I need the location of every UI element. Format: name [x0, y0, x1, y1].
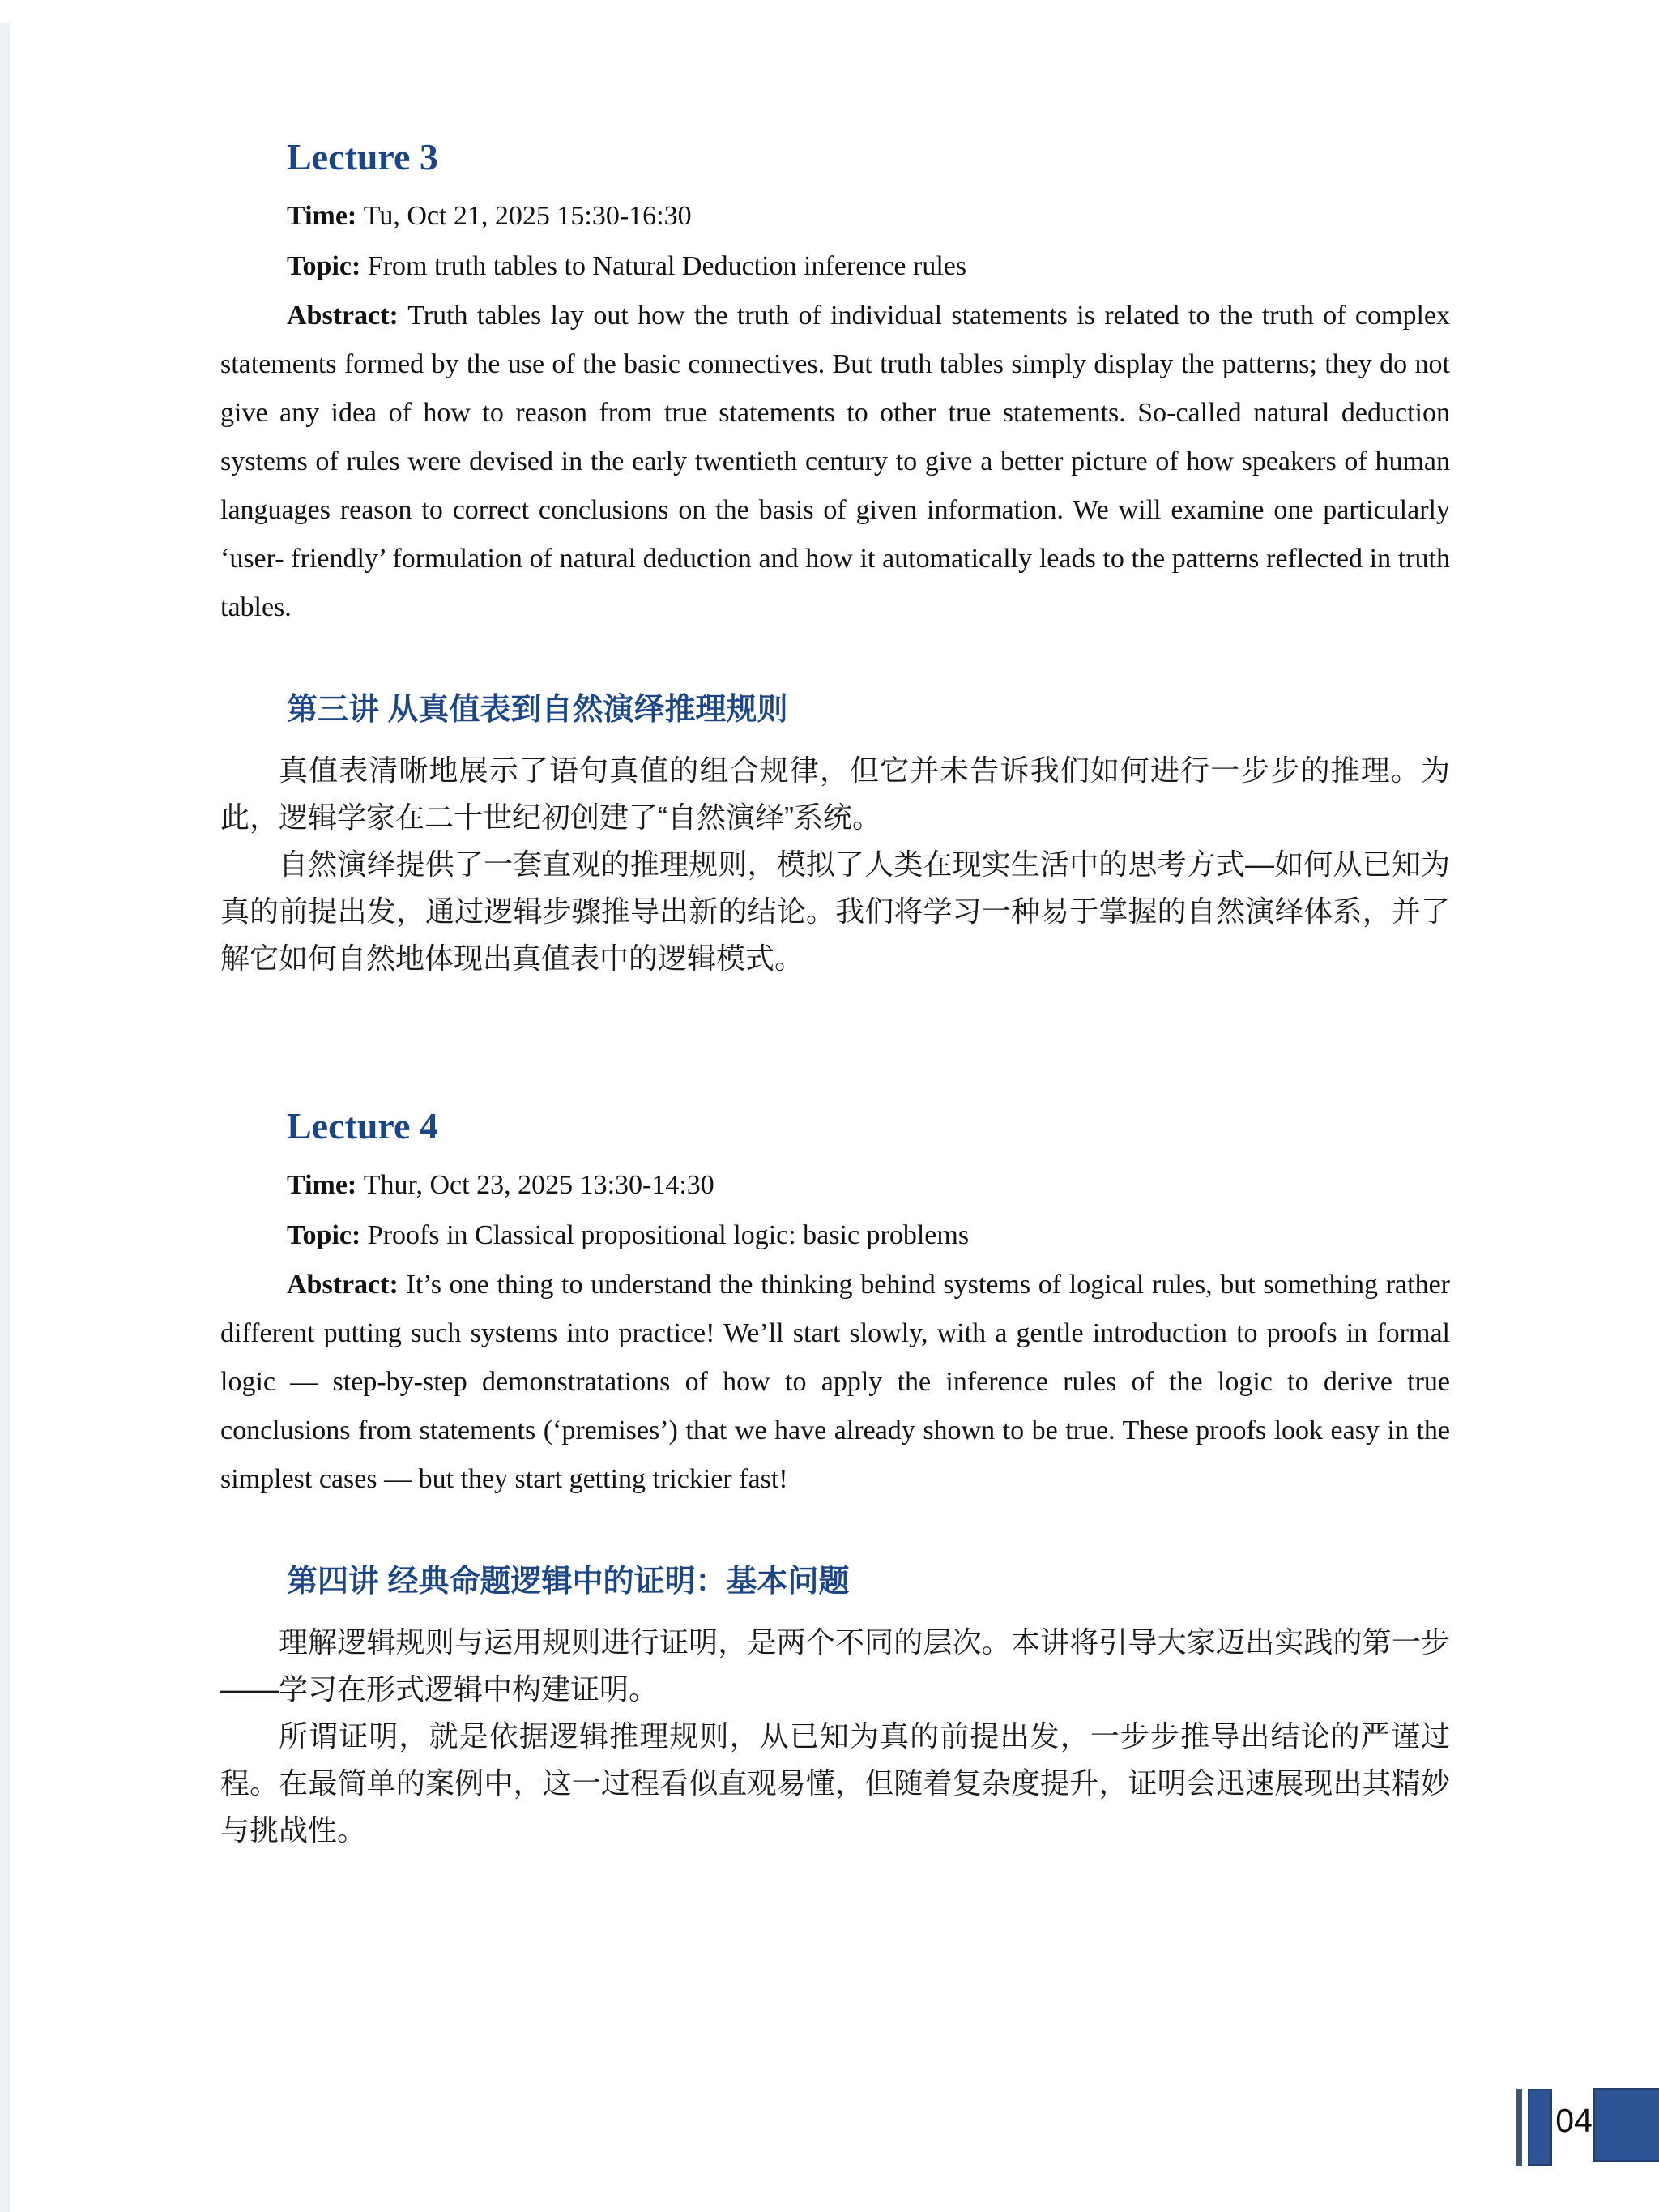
footer-thin-bar — [1516, 2089, 1522, 2166]
lecture-3-topic-line — [220, 241, 1450, 292]
footer-wide-bar — [1528, 2089, 1552, 2166]
page-content — [220, 136, 1450, 1854]
lecture-3-cn-paragraph-2: 自然演绎提供了一套直观的推理规则，模拟了人类在现实生活中的思考方式—如何从已知为真的前提出发，通过逻辑步骤推导出新的结论。我们将学习一种易于掌握的自然演绎体系，并了解它如何自然地体现出真值表中的逻辑模式。 — [220, 848, 1450, 975]
time-value: Thur, Oct 23, 2025 13:30-14:30 — [363, 1170, 714, 1200]
topic-value: Proofs in Classical propositional logic: basic problems — [367, 1220, 970, 1250]
page-left-edge-shadow — [0, 23, 10, 2212]
lecture-4-cn-heading: 第四讲 经典命题逻辑中的证明：基本问题 — [287, 1565, 850, 1599]
lecture-3-time-line — [220, 191, 1450, 241]
lecture-4-section — [220, 1105, 1450, 1854]
lecture-4-cn-paragraph-1: 理解逻辑规则与运用规则进行证明，是两个不同的层次。本讲将引导大家迈出实践的第一步——学习在形式逻辑中构建证明。 — [220, 1625, 1450, 1706]
abstract-label: Abstract: — [287, 301, 399, 331]
abstract-text: It’s one thing to understand the thinking behind systems of logical rules, but something rather different putting such systems into practice! We’ll start slowly, with a gentle introduction to proofs in formal logic — step-by-step demonstratations of how to apply the inference rules of the logic to derive true conclusions from statements (‘premises’) that we have already shown to be true. These proofs look easy in the simplest cases — but they start getting trickier fast! — [220, 1270, 1451, 1494]
lecture-3-section — [220, 136, 1450, 982]
topic-value: From truth tables to Natural Deduction inference rules — [367, 251, 967, 281]
lecture-3-cn-paragraph-1: 真值表清晰地展示了语句真值的组合规律，但它并未告诉我们如何进行一步步的推理。为此，逻辑学家在二十世纪初创建了“自然演绎”系统。 — [220, 754, 1450, 834]
time-label: Time: — [287, 201, 357, 231]
lecture-4-title: Lecture 4 — [287, 1105, 438, 1147]
lecture-4-cn-paragraph-2: 所谓证明，就是依据逻辑推理规则，从已知为真的前提出发，一步步推导出结论的严谨过程。在最简单的案例中，这一过程看似直观易懂，但随着复杂度提升，证明会迅速展现出其精妙与挑战性。 — [220, 1719, 1450, 1847]
lecture-3-title: Lecture 3 — [287, 136, 438, 177]
lecture-4-abstract — [220, 1261, 1450, 1504]
abstract-label: Abstract: — [287, 1270, 399, 1300]
topic-label: Topic: — [287, 251, 361, 281]
abstract-text: Truth tables lay out how the truth of individual statements is related to the truth of complex statements formed by the use of the basic connectives. But truth tables simply display the patterns; they do not give any idea of how to reason from true statements to other true statements. So-called natural deduction systems of rules were devised in the early twentieth century to give a better picture of how speakers of human languages reason to correct conclusions on the basis of given information. We will examine one particularly ‘user- friendly’ formulation of natural deduction and how it automatically leads to the patterns reflected in truth tables. — [220, 301, 1450, 622]
lecture-3-abstract — [220, 292, 1450, 632]
page-number: 04 — [1555, 2102, 1593, 2139]
topic-label: Topic: — [287, 1220, 361, 1250]
lecture-3-cn-heading: 第三讲 从真值表到自然演绎推理规则 — [287, 693, 788, 727]
time-value: Tu, Oct 21, 2025 15:30-16:30 — [363, 201, 692, 231]
footer-corner-rectangle — [1593, 2088, 1659, 2162]
lecture-4-topic-line — [220, 1211, 1450, 1261]
lecture-4-time-line — [220, 1160, 1450, 1211]
time-label: Time: — [287, 1170, 357, 1200]
